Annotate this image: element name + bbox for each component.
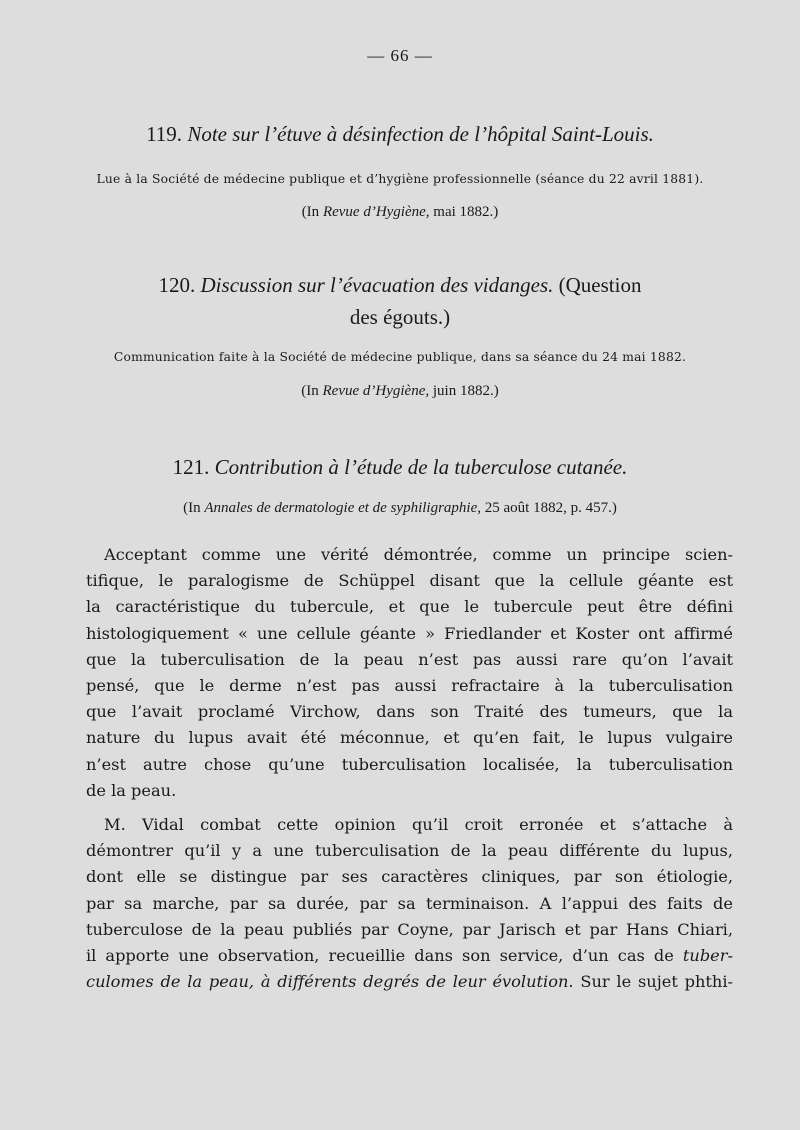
entry-title-rest: (Question (553, 273, 642, 297)
text-segment: il apporte une observation, recueillie dans son service, d’un cas de (86, 946, 674, 966)
italic-segment: culomes de la peau, à différents degrés de leur évolution. (86, 972, 574, 992)
text-line: n’est autre chose qu’une tuberculisation localisée, la tuberculisation (86, 754, 733, 774)
ref-prefix: (In (183, 500, 205, 516)
body-paragraph-1 (86, 542, 733, 804)
text-segment: Sur le sujet phthi- (573, 972, 733, 992)
text-line: que la tuberculisation de la peau n’est pas aussi rare qu’on l’avait (86, 649, 733, 669)
text-line: de la peau. (86, 780, 177, 800)
entry-number: 120. (158, 273, 196, 297)
text-line: pensé, que le derme n’est pas aussi refractaire à la tuberculisation (86, 676, 733, 696)
ref-suffix: mai 1882.) (429, 204, 499, 220)
text-line: nature du lupus avait été méconnue, et qu’en fait, le lupus vulgaire (86, 728, 733, 748)
entry-120-subtitle: Communication faite à la Société de médecine publique, dans sa séance du 24 mai 1882. (113, 350, 687, 364)
ref-journal: Revue d’Hygiène, (322, 204, 430, 220)
text-line: la caractéristique du tubercule, et que le tubercule peut être défini (86, 597, 733, 617)
text-line: Acceptant comme une vérité démontrée, comme un principe scien- (104, 545, 733, 564)
text-line-with-italic (86, 943, 733, 969)
entry-120-heading-line2: des égouts.) (349, 305, 451, 329)
italic-segment: tuber- (682, 946, 733, 966)
text-line: par sa marche, par sa durée, par sa terminaison. A l’appui des faits de (86, 893, 733, 913)
entry-119-reference (0, 204, 800, 221)
entry-number: 119. (146, 122, 183, 146)
ref-prefix: (In (301, 383, 323, 399)
entry-120-heading (0, 270, 800, 300)
entry-120-reference (0, 383, 800, 400)
text-line-with-italic (86, 969, 733, 995)
text-line: tifique, le paralogisme de Schüppel disant que la cellule géante est (86, 571, 733, 591)
text-line: M. Vidal combat cette opinion qu’il croit erronée et s’attache à (104, 815, 733, 834)
text-line: dont elle se distingue par ses caractères cliniques, par son étiologie, (86, 867, 733, 887)
entry-title: Contribution à l’étude de la tuberculose cutanée. (214, 455, 628, 479)
ref-journal: Revue d’Hygiène, (322, 383, 430, 399)
entry-title: Note sur l’étuve à désinfection de l’hôpital Saint-Louis. (187, 122, 654, 146)
ref-prefix: (In (301, 204, 323, 220)
entry-119-subtitle: Lue à la Société de médecine publique et d’hygiène professionnelle (séance du 22 avril 1881). (96, 172, 704, 186)
entry-121-heading (0, 452, 800, 482)
entry-121-reference (0, 500, 800, 517)
text-line: tuberculose de la peau publiés par Coyne, par Jarisch et par Hans Chiari, (86, 919, 733, 939)
body-paragraph-2 (86, 812, 733, 995)
text-line: histologiquement « une cellule géante » Friedlander et Koster ont affirmé (86, 623, 733, 643)
page-number: — 66 — (367, 46, 433, 65)
text-line: démontrer qu’il y a une tuberculisation de la peau différente du lupus, (86, 841, 733, 861)
entry-number: 121. (172, 455, 210, 479)
entry-119-heading (0, 119, 800, 149)
ref-suffix: 25 août 1882, p. 457.) (481, 500, 617, 516)
ref-journal: Annales de dermatologie et de syphiligraphie, (204, 500, 482, 516)
entry-title: Discussion sur l’évacuation des vidanges. (200, 273, 554, 297)
ref-suffix: juin 1882.) (429, 383, 499, 399)
text-line: que l’avait proclamé Virchow, dans son Traité des tumeurs, que la (86, 702, 733, 722)
